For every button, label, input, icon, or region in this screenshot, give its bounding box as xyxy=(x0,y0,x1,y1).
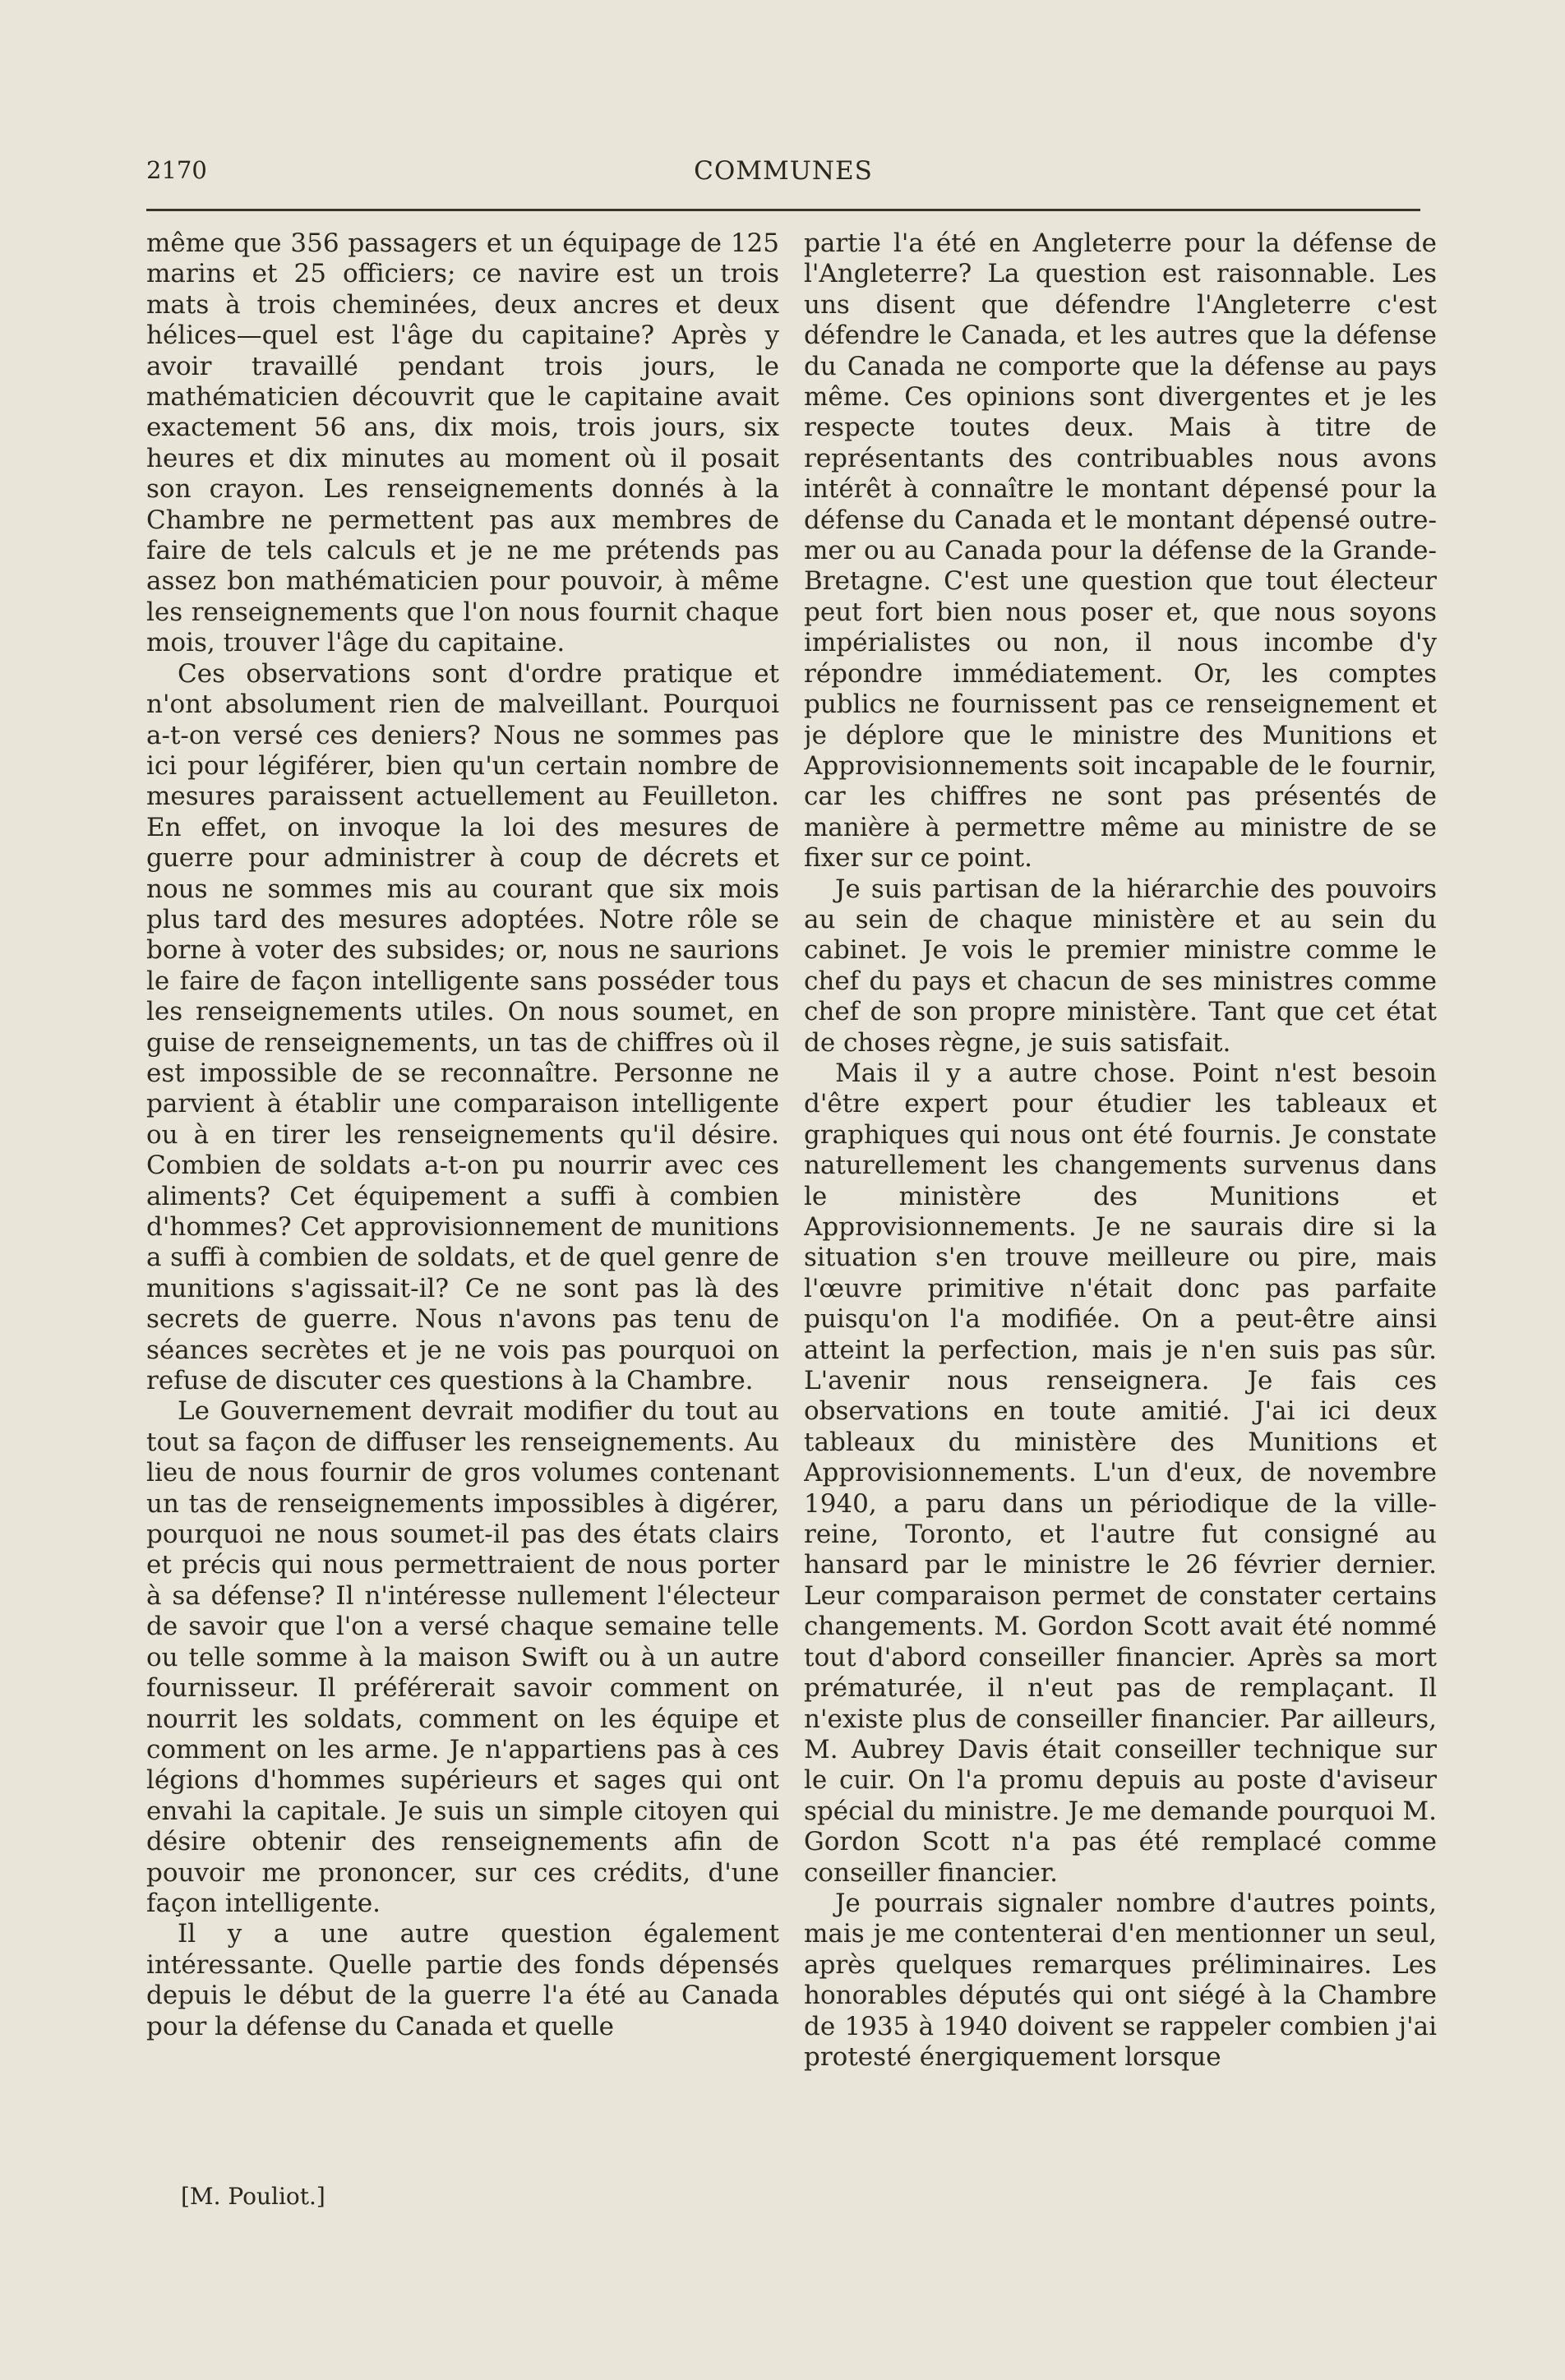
paragraph: Ces observations sont d'ordre pratique et n'ont absolument rien de malveillant. Pourquoi a-t-on versé ces deniers? Nous ne sommes pas ici pour légiférer, bien qu'un certain nombre de mesures paraissent actuellement au Feuilleton. En effet, on invoque la loi des mesures de guerre pour administrer à coup de décrets et nous ne sommes mis au courant que six mois plus tard des mesures adoptées. Notre rôle se borne à voter des subsides; or, nous ne saurions le faire de façon intelligente sans posséder tous les renseignements utiles. On nous soumet, en guise de renseignements, un tas de chiffres où il est impossible de se reconnaître. Personne ne parvient à établir une comparaison intelligente ou à en tirer les renseignements qu'il désire. Combien de soldats a-t-on pu nourrir avec ces aliments? Cet équipement a suffi à combien d'hommes? Cet approvisionnement de munitions a suffi à combien de soldats, et de quel genre de munitions s'agissait-il? Ce ne sont pas là des secrets de guerre. Nous n'avons pas tenu de séances secrètes et je ne vois pas pourquoi on refuse de discuter ces questions à la Chambre. xyxy=(146,658,779,1396)
running-title: COMMUNES xyxy=(694,156,873,186)
paragraph: Je pourrais signaler nombre d'autres points, mais je me contenterai d'en mentionner un seul, après quelques remarques préliminaires. Les honorables députés qui ont siégé à la Chambre de 1935 à 1940 doivent se rappeler combien j'ai protesté énergiquement lorsque xyxy=(804,1888,1437,2072)
left-column xyxy=(146,228,779,2176)
page-number: 2170 xyxy=(146,156,207,184)
speaker-attribution: [M. Pouliot.] xyxy=(181,2183,325,2210)
paragraph: partie l'a été en Angleterre pour la défense de l'Angleterre? La question est raisonnable. Les uns disent que défendre l'Angleterre c'est défendre le Canada, et les autres que la défense du Canada ne comporte que la défense au pays même. Ces opinions sont divergentes et je les respecte toutes deux. Mais à titre de représentants des contribuables nous avons intérêt à connaître le montant dépensé pour la défense du Canada et le montant dépensé outre-mer ou au Canada pour la défense de la Grande-Bretagne. C'est une question que tout électeur peut fort bien nous poser et, que nous soyons impérialistes ou non, il nous incombe d'y répondre immédiatement. Or, les comptes publics ne fournissent pas ce renseignement et je déplore que le ministre des Munitions et Approvisionnements soit incapable de le fournir, car les chiffres ne sont pas présentés de manière à permettre même au ministre de se fixer sur ce point. xyxy=(804,228,1437,874)
paragraph: Le Gouvernement devrait modifier du tout au tout sa façon de diffuser les renseignements. Au lieu de nous fournir de gros volumes contenant un tas de renseignements impossibles à digérer, pourquoi ne nous soumet-il pas des états clairs et précis qui nous permettraient de nous porter à sa défense? Il n'intéresse nullement l'électeur de savoir que l'on a versé chaque semaine telle ou telle somme à la maison Swift ou à un autre fournisseur. Il préférerait savoir comment on nourrit les soldats, comment on les équipe et comment on les arme. Je n'appartiens pas à ces légions d'hommes supérieurs et sages qui ont envahi la capitale. Je suis un simple citoyen qui désire obtenir des renseignements afin de pouvoir me prononcer, sur ces crédits, d'une façon intelligente. xyxy=(146,1396,779,1918)
page-header xyxy=(146,156,1420,197)
paragraph: même que 356 passagers et un équipage de 125 marins et 25 officiers; ce navire est un trois mats à trois cheminées, deux ancres et deux hélices—quel est l'âge du capitaine? Après y avoir travaillé pendant trois jours, le mathématicien découvrit que le capitaine avait exactement 56 ans, dix mois, trois jours, six heures et dix minutes au moment où il posait son crayon. Les renseignements donnés à la Chambre ne permettent pas aux membres de faire de tels calculs et je ne me prétends pas assez bon mathématicien pour pouvoir, à même les renseignements que l'on nous fournit chaque mois, trouver l'âge du capitaine. xyxy=(146,228,779,658)
paragraph: Il y a une autre question également intéressante. Quelle partie des fonds dépensés depuis le début de la guerre l'a été au Canada pour la défense du Canada et quelle xyxy=(146,1919,779,2041)
paragraph: Mais il y a autre chose. Point n'est besoin d'être expert pour étudier les tableaux et graphiques qui nous ont été fournis. Je constate naturellement les changements survenus dans le ministère des Munitions et Approvisionnements. Je ne saurais dire si la situation s'en trouve meilleure ou pire, mais l'œuvre primitive n'était donc pas parfaite puisqu'on l'a modifiée. On a peut-être ainsi atteint la perfection, mais je n'en suis pas sûr. L'avenir nous renseignera. Je fais ces observations en toute amitié. J'ai ici deux tableaux du ministère des Munitions et Approvisionnements. L'un d'eux, de novembre 1940, a paru dans un périodique de la ville-reine, Toronto, et l'autre fut consigné au hansard par le ministre le 26 février dernier. Leur comparaison permet de constater certains changements. M. Gordon Scott avait été nommé tout d'abord conseiller financier. Après sa mort prématurée, il n'eut pas de remplaçant. Il n'existe plus de conseiller financier. Par ailleurs, M. Aubrey Davis était conseiller technique sur le cuir. On l'a promu depuis au poste d'aviseur spécial du ministre. Je me demande pourquoi M. Gordon Scott n'a pas été remplacé comme conseiller financier. xyxy=(804,1058,1437,1888)
right-column xyxy=(804,228,1437,2176)
paragraph: Je suis partisan de la hiérarchie des pouvoirs au sein de chaque ministère et au sein du cabinet. Je vois le premier ministre comme le chef du pays et chacun de ses ministres comme chef de son propre ministère. Tant que cet état de choses règne, je suis satisfait. xyxy=(804,874,1437,1058)
header-rule xyxy=(146,209,1420,211)
